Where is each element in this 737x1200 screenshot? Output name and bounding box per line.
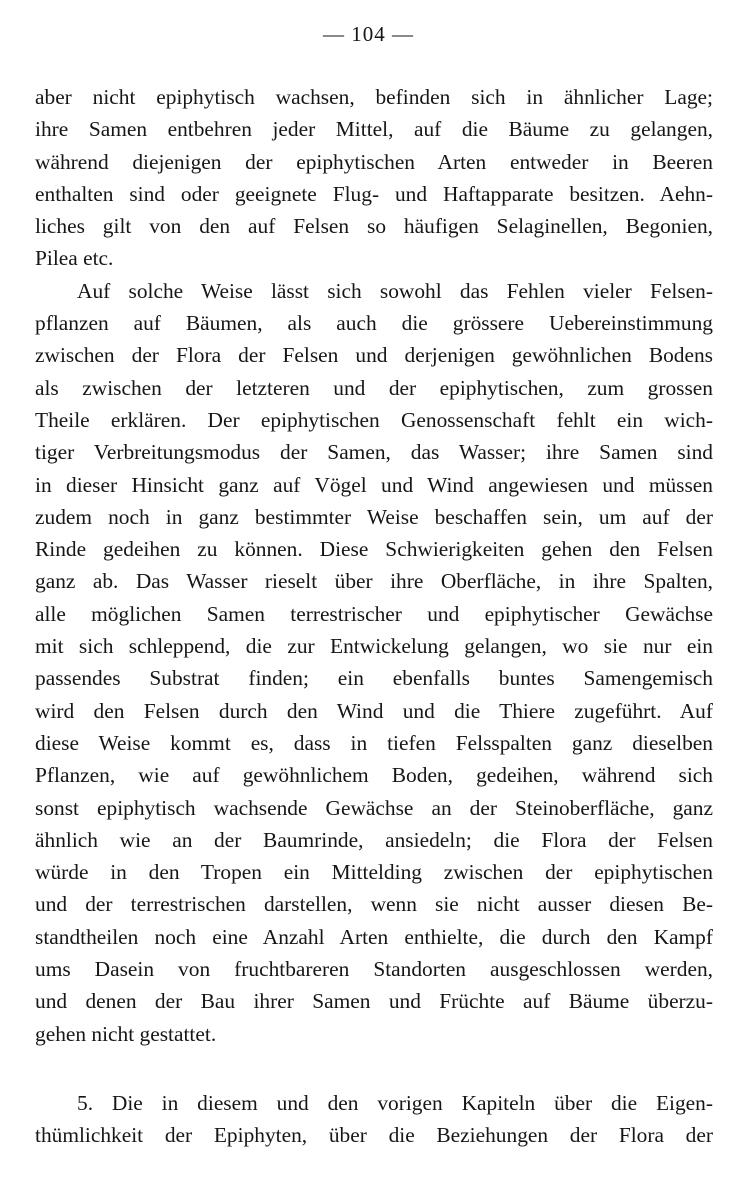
text-line: tiger Verbreitungsmodus der Samen, das Wasser; ihre Samen sind — [35, 440, 713, 465]
text-line: diese Weise kommt es, dass in tiefen Felsspalten ganz dieselben — [35, 730, 713, 755]
text-line: und denen der Bau ihrer Samen und Früchte auf Bäume überzu- — [35, 989, 713, 1014]
text-line: 5. Die in diesem und den vorigen Kapiteln über die Eigen- — [77, 1090, 713, 1115]
text-line: alle möglichen Samen terrestrischer und epiphytischer Gewächse — [35, 601, 713, 626]
text-line: gehen nicht gestattet. — [35, 1021, 217, 1046]
text-line: Theile erklären. Der epiphytischen Genossenschaft fehlt ein wich- — [35, 407, 713, 432]
text-line: enthalten sind oder geeignete Flug- und Haftapparate besitzen. Aehn- — [35, 181, 713, 206]
text-line: liches gilt von den auf Felsen so häufigen Selaginellen, Begonien, — [35, 214, 713, 239]
text-line: Pilea etc. — [35, 246, 114, 271]
text-line: in dieser Hinsicht ganz auf Vögel und Wind angewiesen und müssen — [35, 472, 713, 497]
text-line: zudem noch in ganz bestimmter Weise beschaffen sein, um auf der — [35, 504, 713, 529]
text-line: standtheilen noch eine Anzahl Arten enthielte, die durch den Kampf — [35, 924, 713, 949]
section-gap — [35, 1050, 713, 1087]
text-line: sonst epiphytisch wachsende Gewächse an der Steinoberfläche, ganz — [35, 795, 713, 820]
text-line: als zwischen der letzteren und der epiphytischen, zum grossen — [35, 375, 713, 400]
text-line: ähnlich wie an der Baumrinde, ansiedeln; die Flora der Felsen — [35, 827, 713, 852]
text-line: thümlichkeit der Epiphyten, über die Beziehungen der Flora der — [35, 1123, 713, 1148]
text-line: Auf solche Weise lässt sich sowohl das Fehlen vieler Felsen- — [77, 278, 713, 303]
text-line: mit sich schleppend, die zur Entwickelung gelangen, wo sie nur ein — [35, 634, 713, 659]
text-line: aber nicht epiphytisch wachsen, befinden sich in ähnlicher Lage; — [35, 85, 713, 109]
text-line: und der terrestrischen darstellen, wenn sie nicht ausser diesen Be- — [35, 892, 713, 917]
text-line: während diejenigen der epiphytischen Arten entweder in Beeren — [35, 149, 713, 174]
text-line: Rinde gedeihen zu können. Diese Schwierigkeiten gehen den Felsen — [35, 537, 713, 562]
paragraph — [35, 1087, 713, 1152]
text-line: wird den Felsen durch den Wind und die Thiere zugeführt. Auf — [35, 698, 713, 723]
text-line: würde in den Tropen ein Mittelding zwischen der epiphytischen — [35, 860, 713, 885]
text-line: pflanzen auf Bäumen, als auch die grössere Uebereinstimmung — [35, 311, 713, 336]
paragraph — [35, 81, 713, 275]
text-line: Pflanzen, wie auf gewöhnlichem Boden, gedeihen, während sich — [35, 763, 713, 788]
text-line: ganz ab. Das Wasser rieselt über ihre Oberfläche, in ihre Spalten, — [35, 569, 713, 594]
text-line: ums Dasein von fruchtbareren Standorten ausgeschlossen werden, — [35, 957, 713, 982]
body-text — [35, 81, 713, 1152]
paragraph — [35, 275, 713, 1050]
text-line: ihre Samen entbehren jeder Mittel, auf die Bäume zu gelangen, — [35, 117, 713, 142]
text-line: zwischen der Flora der Felsen und derjenigen gewöhnlichen Bodens — [35, 343, 713, 368]
page-number: — 104 — — [323, 22, 414, 46]
text-line: passendes Substrat finden; ein ebenfalls buntes Samengemisch — [35, 666, 713, 691]
